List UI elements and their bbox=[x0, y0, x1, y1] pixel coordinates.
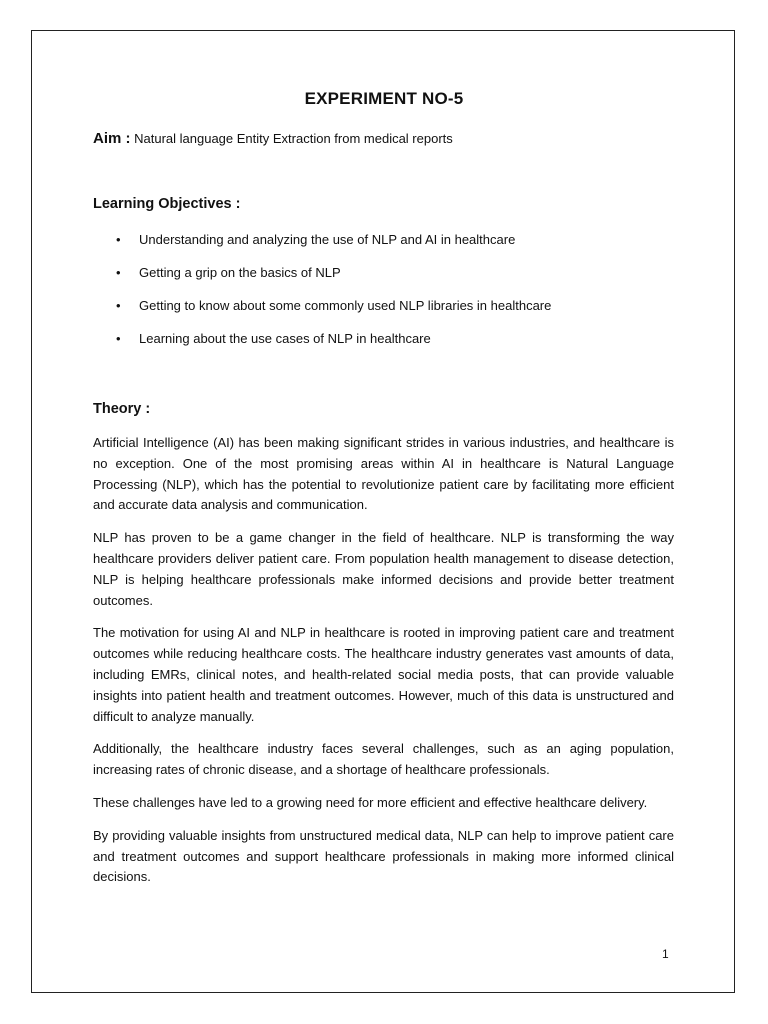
learning-objectives-heading: Learning Objectives : bbox=[93, 196, 241, 212]
theory-paragraph: NLP has proven to be a game changer in the field of healthcare. NLP is transforming the way healthcare providers deliver patient care. From population health management to disease detection, NLP is helping healthcare professionals make informed decisions and provide better treatment outcomes. bbox=[93, 530, 674, 608]
list-item bbox=[116, 296, 551, 329]
theory-heading: Theory : bbox=[93, 401, 151, 417]
theory-body bbox=[93, 433, 674, 900]
bullet-icon: • bbox=[116, 232, 121, 247]
objective-text: Getting a grip on the basics of NLP bbox=[139, 265, 341, 280]
theory-paragraph: These challenges have led to a growing need for more efficient and effective healthcare delivery. bbox=[93, 794, 648, 810]
objective-text: Learning about the use cases of NLP in healthcare bbox=[139, 331, 431, 346]
learning-objectives-list bbox=[116, 230, 551, 362]
aim-line bbox=[93, 130, 453, 147]
theory-paragraph: Additionally, the healthcare industry faces several challenges, such as an aging population, increasing rates of chronic disease, and a shortage of healthcare professionals. bbox=[93, 741, 674, 778]
list-item bbox=[116, 230, 551, 263]
document-title: EXPERIMENT NO-5 bbox=[304, 89, 464, 108]
theory-paragraph: The motivation for using AI and NLP in healthcare is rooted in improving patient care and treatment outcomes while reducing healthcare costs. The healthcare industry generates vast amounts of data, including EMRs, clinical notes, and health-related social media posts, that can provide valuable insights into patient health and treatment outcomes. However, much of this data is unstructured and difficult to analyze manually. bbox=[93, 625, 674, 724]
bullet-icon: • bbox=[116, 298, 121, 313]
theory-paragraph: Artificial Intelligence (AI) has been making significant strides in various industries, and healthcare is no exception. One of the most promising areas within AI in healthcare is Natural Language Processing (NLP), which has the potential to revolutionize patient care by facilitating more efficient and accurate data analysis and communication. bbox=[93, 435, 674, 513]
aim-label: Aim : bbox=[93, 130, 131, 147]
list-item bbox=[116, 263, 551, 296]
objective-text: Understanding and analyzing the use of NLP and AI in healthcare bbox=[139, 232, 516, 247]
bullet-icon: • bbox=[116, 265, 121, 280]
theory-paragraph: By providing valuable insights from unstructured medical data, NLP can help to improve patient care and treatment outcomes and support healthcare professionals in making more informed clinical decisions. bbox=[93, 827, 674, 885]
bullet-icon: • bbox=[116, 331, 121, 346]
objective-text: Getting to know about some commonly used NLP libraries in healthcare bbox=[139, 298, 552, 313]
aim-text: Natural language Entity Extraction from medical reports bbox=[134, 131, 453, 146]
page-number: 1 bbox=[662, 947, 669, 961]
list-item bbox=[116, 329, 551, 362]
